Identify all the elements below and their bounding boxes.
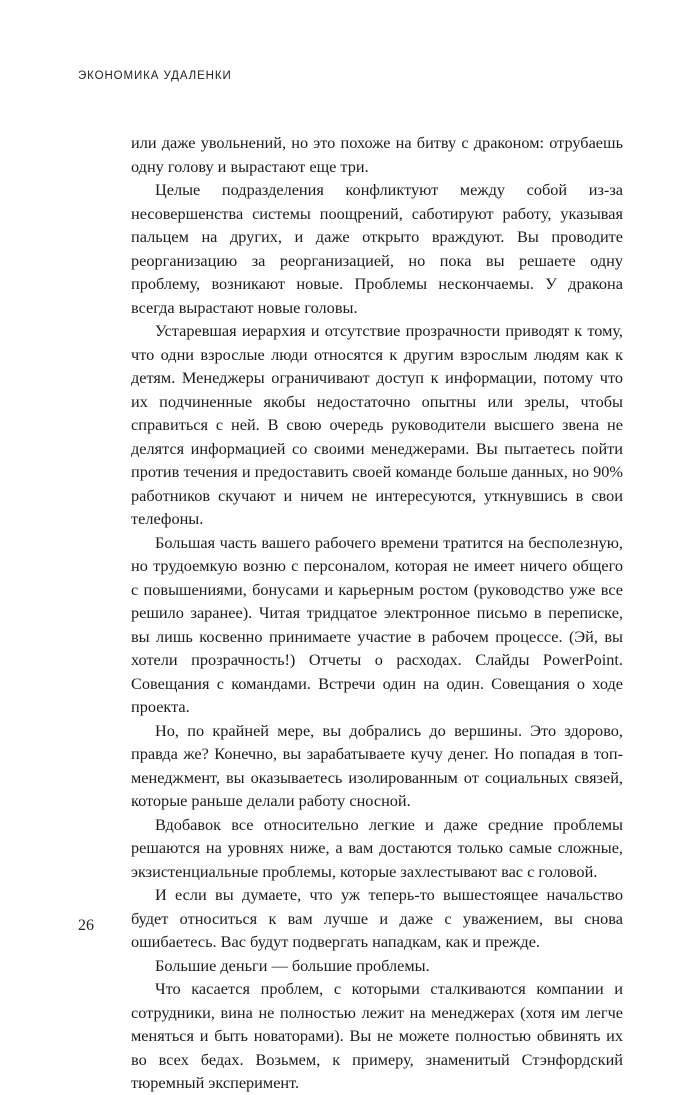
paragraph: Большая часть вашего рабочего времени тратится на бесполезную, но трудоемкую возню с персоналом, которая не имеет ничего общего с повышениями, бонусами и карьерным ростом (руководство уже все решило заранее). Читая тридцатое электронное письмо в переписке, вы лишь косвенно принимаете участие в рабочем процессе. (Эй, вы хотели прозрачность!) Отчеты о расходах. Слайды PowerPoint. Совещания с командами. Встречи один на один. Совещания о ходе проекта. [131,532,623,716]
paragraph: Устаревшая иерархия и отсутствие прозрачности приводят к тому, что одни взрослые люди относятся к другим взрослым людям как к детям. Менеджеры ограничивают доступ к информации, потому что их подчиненные якобы недостаточно опытны или зрелы, чтобы справиться с ней. В свою очередь руководители высшего звена не делятся информацией со своими менеджерами. Вы пытаетесь пойти против течения и предоставить своей команде больше данных, но 90% работников скучают и ничем не интересуются, уткнувшись в свои телефоны. [131,321,623,528]
paragraph: И если вы думаете, что уж теперь-то вышестоящее начальство будет относиться к вам лучше и даже с уважением, вы снова ошибаетесь. Вас будут подвергать нападкам, как и прежде. [131,885,623,951]
paragraph: Но, по крайней мере, вы добрались до вершины. Это здорово, правда же? Конечно, вы зарабатываете кучу денег. Но попадая в топ-менеджмент, вы оказываетесь изолированным от социальных связей, которые раньше делали работу сносной. [131,720,623,810]
paragraph: Вдобавок все относительно легкие и даже средние проблемы решаются на уровнях ниже, а вам достаются только самые сложные, экзистенциальные проблемы, которые захлестывают вас с головой. [131,814,623,881]
paragraph: Что касается проблем, с которыми сталкиваются компании и сотрудники, вина не полностью лежит на менеджерах (хотя им легче меняться и быть новаторами). Вы не можете полностью обвинять их во всех бедах. Возьмем, к примеру, знаменитый Стэнфордский тюремный эксперимент. [131,979,623,1092]
page-number: 26 [78,917,94,934]
page-body [131,131,623,1095]
paragraph: Целые подразделения конфликтуют между собой из-за несовершенства системы поощрений, саботируют работу, указывая пальцем на других, и даже открыто враждуют. Вы проводите реорганизацию за реорганизацией, но пока вы решаете одну проблему, возникают новые. Проблемы нескончаемы. У дракона всегда вырастают новые головы. [131,180,623,317]
paragraph: Большие деньги — большие проблемы. [155,955,430,975]
paragraph-continuation: или даже увольнений, но это похоже на битву с драконом: отрубаешь одну голову и вырастают еще три. [131,133,623,176]
running-header: ЭКОНОМИКА УДАЛЕНКИ [78,70,232,82]
